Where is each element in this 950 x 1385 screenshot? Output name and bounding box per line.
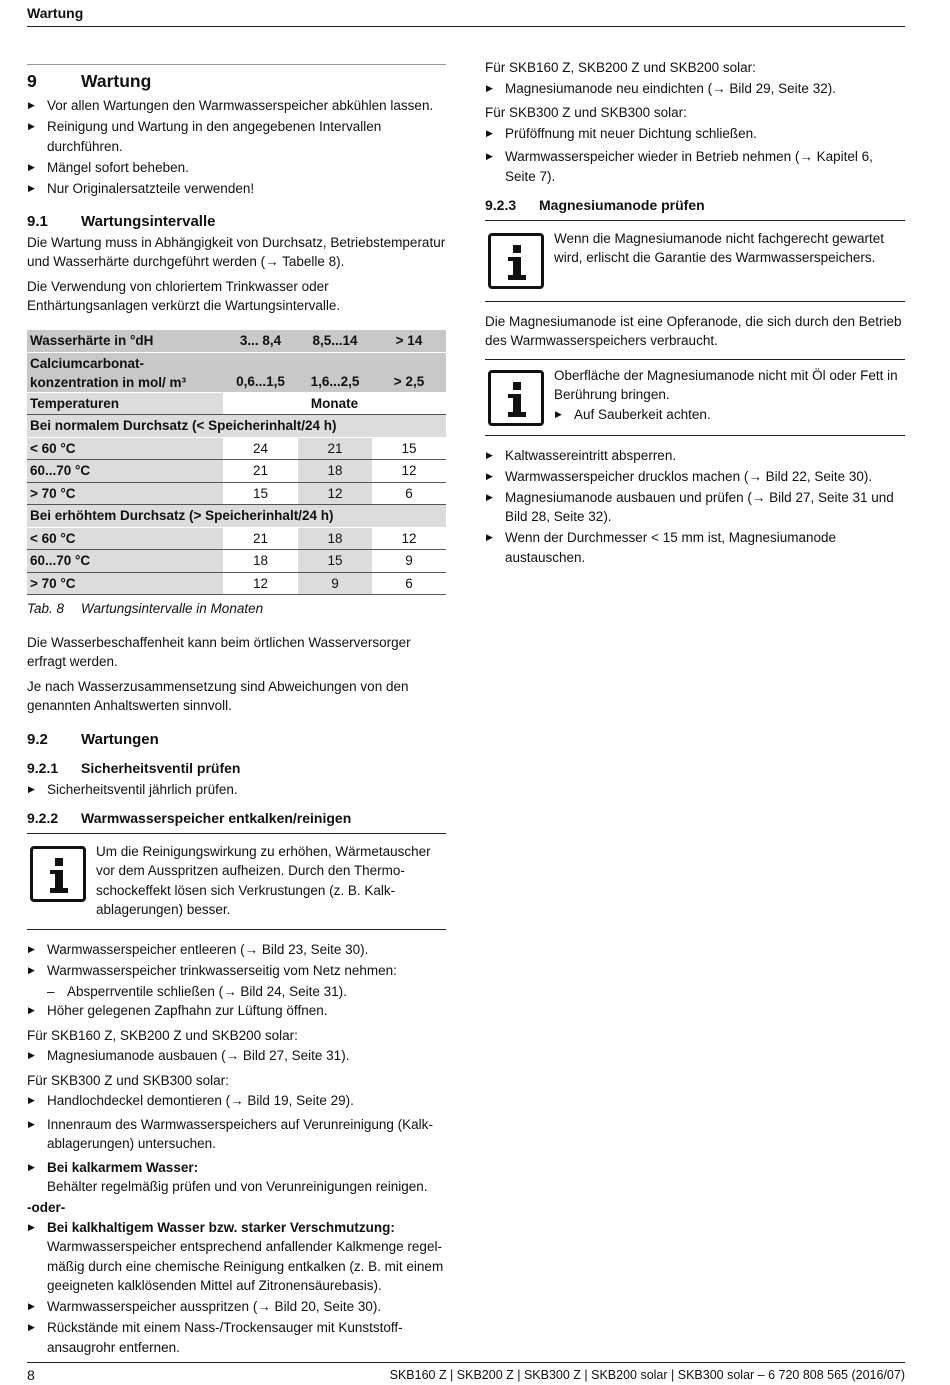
list [554, 405, 905, 425]
left-column [27, 58, 446, 1359]
table-temp-label: Temperaturen [27, 392, 223, 415]
list [485, 79, 905, 99]
table-section-label: Bei erhöhtem Durchsatz (> Speicherinhalt/24 h) [27, 505, 446, 528]
list [27, 1001, 446, 1021]
info-icon [488, 233, 544, 289]
section-9-2-3-heading: 9.2.3 Magnesiumanode prüfen [485, 196, 905, 221]
table-row: > 70 °C 12 9 6 [27, 572, 446, 595]
paragraph: Für SKB160 Z, SKB200 Z und SKB200 solar: [485, 60, 756, 75]
paragraph: Je nach Wasserzusammensetzung sind Abweichungen von den genannten Anhaltswerten sinnvoll. [27, 678, 409, 713]
list-item: ▶ Warmwasserspeicher drucklos machen (→ Bild 22, Seite 30). [485, 467, 905, 487]
table-header-cell: 0,6...1,5 [223, 352, 298, 392]
header-rule [27, 26, 905, 27]
list-item: ▶ Kaltwassereintritt absperren. [485, 446, 905, 466]
list-item: ▶ Warmwasserspeicher trinkwasserseitig vom Netz nehmen: [27, 961, 446, 981]
section-9-heading: 9 Wartung [27, 64, 446, 96]
table-row [27, 505, 446, 528]
list-item: ▶ Innenraum des Warmwasserspeichers auf Verunreinigung (Kalkablagerungen) untersuchen. [27, 1115, 446, 1154]
list-item: ▶ Reinigung und Wartung in den angegebenen Intervallen durchführen. [27, 117, 446, 156]
paragraph: Die Magnesiumanode ist eine Opferanode, die sich durch den Betrieb des Warmwasserspeichers verbraucht. [485, 313, 902, 348]
info-icon [30, 846, 86, 902]
list [27, 940, 446, 981]
list-item: ▶ Magnesiumanode ausbauen (→ Bild 27, Seite 31). [27, 1046, 446, 1066]
info-note [27, 836, 446, 930]
section-9-2-1-heading: 9.2.1 Sicherheitsventil prüfen [27, 760, 241, 776]
list-item: ▶ Warmwasserspeicher wieder in Betrieb nehmen (→ Kapitel 6, Seite 7). [485, 147, 905, 186]
paragraph: Für SKB160 Z, SKB200 Z und SKB200 solar: [27, 1027, 298, 1043]
maintenance-interval-table [27, 330, 446, 596]
table-header-cell: > 14 [372, 330, 446, 353]
section-9-2-2-heading: 9.2.2 Warmwasserspeicher entkalken/reinigen [27, 809, 446, 834]
list-item: – Absperrventile schließen (→ Bild 24, Seite 31). [27, 982, 446, 1002]
table-header-cell: > 2,5 [372, 352, 446, 392]
table-row: < 60 °C 24 21 15 [27, 437, 446, 460]
table-row [27, 392, 446, 415]
list-item: ▶ Magnesiumanode ausbauen und prüfen (→ Bild 27, Seite 31 und Bild 28, Seite 32). [485, 488, 905, 527]
paragraph: Für SKB300 Z und SKB300 solar: [27, 1072, 229, 1088]
list-item: ▶ Wenn der Durchmesser < 15 mm ist, Magnesiumanode austauschen. [485, 528, 905, 567]
list-item: ▶ Warmwasserspeicher entleeren (→ Bild 23, Seite 30). [27, 940, 446, 960]
list [485, 446, 905, 568]
list [27, 1091, 446, 1197]
note-text: Um die Reinigungswirkung zu erhöhen, Wärmetauscher vor dem Ausspritzen aufheizen. Durch den Thermoschockeffekt lösen sich Verkrustungen (z. B. Kalkablagerungen) besser. [96, 843, 431, 917]
section-9-list [27, 96, 446, 198]
table-header-cell: 8,5...14 [298, 330, 372, 353]
info-note [485, 223, 905, 302]
list [27, 1218, 446, 1358]
table-row: > 70 °C 15 12 6 [27, 482, 446, 505]
footer-rule [27, 1362, 905, 1363]
table-row [27, 352, 446, 392]
page-number: 8 [27, 1367, 35, 1383]
table-row: 60...70 °C 18 15 9 [27, 550, 446, 573]
list-item: ▶ Warmwasserspeicher ausspritzen (→ Bild 20, Seite 30). [27, 1297, 446, 1317]
list-item: ▶ Bei kalkarmem Wasser: Behälter regelmäßig prüfen und von Verunreinigungen reinigen. [27, 1158, 446, 1197]
table-unit-label: Monate [223, 392, 446, 415]
table-header-cell: 3... 8,4 [223, 330, 298, 353]
list [27, 780, 446, 800]
list-item: ▶ Prüföffnung mit neuer Dichtung schließen. [485, 124, 905, 144]
list-item: ▶ Rückstände mit einem Nass-/Trockensauger mit Kunststoffansaugrohr entfernen. [27, 1318, 446, 1357]
list-item: ▶ Mängel sofort beheben. [27, 158, 446, 178]
list-item: ▶ Handlochdeckel demontieren (→ Bild 19, Seite 29). [27, 1091, 446, 1111]
paragraph: Die Wasserbeschaffenheit kann beim örtlichen Wasserversorger erfragt werden. [27, 634, 411, 669]
table-row [27, 415, 446, 438]
paragraph: Für SKB300 Z und SKB300 solar: [485, 105, 687, 120]
table-row: < 60 °C 21 18 12 [27, 527, 446, 550]
table-section-label: Bei normalem Durchsatz (< Speicherinhalt/24 h) [27, 415, 446, 438]
page-header: Wartung [27, 5, 84, 21]
table-caption: Tab. 8 Wartungsintervalle in Monaten [27, 601, 264, 616]
list-item: ▶ Höher gelegenen Zapfhahn zur Lüftung öffnen. [27, 1001, 446, 1021]
list-item: ▶ Vor allen Wartungen den Warmwasserspeicher abkühlen lassen. [27, 96, 446, 116]
list [27, 1046, 446, 1066]
note-text: Wenn die Magnesiumanode nicht fachgerecht gewartet wird, erlischt die Garantie des Warmwasserspeichers. [554, 230, 884, 265]
document-id: SKB160 Z | SKB200 Z | SKB300 Z | SKB200 solar | SKB300 solar – 6 720 808 565 (2016/07) [389, 1368, 905, 1382]
list-item: ▶ Auf Sauberkeit achten. [554, 405, 905, 425]
table-row [27, 330, 446, 353]
list-item: ▶ Magnesiumanode neu eindichten (→ Bild 29, Seite 32). [485, 79, 905, 99]
info-icon [488, 370, 544, 426]
section-9-1-heading: 9.1 Wartungsintervalle [27, 213, 216, 230]
sub-list [27, 982, 446, 1002]
list [485, 124, 905, 187]
table-header-label: Calciumcarbonat- konzentration in mol/ m³ [27, 352, 223, 392]
table-header-cell: 1,6...2,5 [298, 352, 372, 392]
list-item: ▶ Bei kalkhaltigem Wasser bzw. starker Verschmutzung: Warmwasserspeicher entsprechend anfallender Kalkmenge regelmäßig durch eine chemische Reinigung entkalken (z. B. mit einem geeigneten kalklösenden Mittel auf Zitronensäurebasis). [27, 1218, 446, 1296]
section-9-2-heading: 9.2 Wartungen [27, 730, 159, 748]
table-row: 60...70 °C 21 18 12 [27, 460, 446, 483]
paragraph: Die Wartung muss in Abhängigkeit von Durchsatz, Betriebstemperatur und Wasserhärte durchgeführt werden (→ Tabelle 8). [27, 234, 446, 269]
or-label: -oder- [27, 1200, 66, 1215]
list-item: ▶ Sicherheitsventil jährlich prüfen. [27, 780, 446, 800]
info-note [485, 359, 905, 436]
note-text: Oberfläche der Magnesiumanode nicht mit Öl oder Fett in Berührung bringen. [554, 367, 898, 402]
table-header-label: Wasserhärte in °dH [27, 330, 223, 353]
list-item: ▶ Nur Originalersatzteile verwenden! [27, 179, 446, 199]
right-column [485, 58, 905, 569]
paragraph: Die Verwendung von chloriertem Trinkwasser oder Enthärtungsanlagen verkürzt die Wartungsintervalle. [27, 278, 341, 313]
